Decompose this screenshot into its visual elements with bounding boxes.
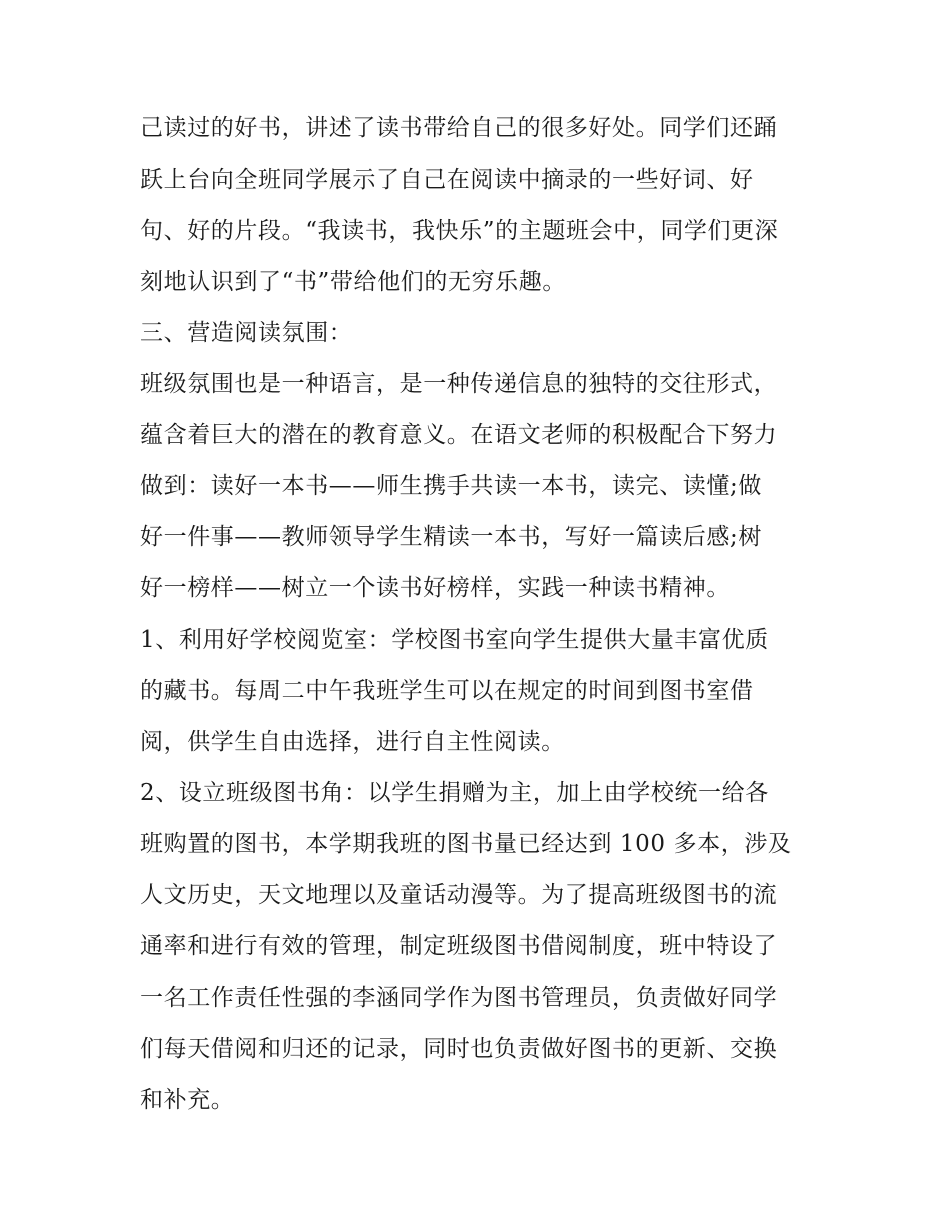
text-line-2: 跃上台向全班同学展示了自己在阅读中摘录的一些好词、好: [140, 167, 754, 193]
text-line-1: 己读过的好书，讲述了读书带给自己的很多好处。同学们还踊: [140, 115, 778, 141]
text-line-14: 2、设立班级图书角：以学生捐赠为主，加上由学校统一给各: [140, 780, 769, 806]
text-line-9: 好一件事——教师领导学生精读一本书，写好一篇读后感;树: [140, 524, 762, 550]
text-line-8: 做到：读好一本书——师生携手共读一本书，读完、读懂;做: [140, 473, 762, 499]
text-line-16: 人文历史，天文地理以及童话动漫等。为了提高班级图书的流: [140, 882, 778, 908]
text-line-15: 班购置的图书，本学期我班的图书量已经达到 100 多本，涉及: [140, 831, 792, 857]
text-line-12: 的藏书。每周二中午我班学生可以在规定的时间到图书室借: [140, 678, 754, 704]
text-line-7: 蕴含着巨大的潜在的教育意义。在语文老师的积极配合下努力: [140, 422, 778, 448]
text-line-18: 一名工作责任性强的李涵同学作为图书管理员，负责做好同学: [140, 985, 778, 1011]
text-line-4: 刻地认识到了“书”带给他们的无穷乐趣。: [140, 269, 566, 295]
text-line-6: 班级氛围也是一种语言，是一种传递信息的独特的交往形式，: [140, 371, 778, 397]
section-heading: 三、营造阅读氛围：: [140, 320, 353, 346]
text-line-10: 好一榜样——树立一个读书好榜样，实践一种读书精神。: [140, 575, 730, 601]
text-line-3: 句、好的片段。“我读书，我快乐”的主题班会中，同学们更深: [140, 218, 779, 244]
text-line-19: 们每天借阅和归还的记录，同时也负责做好图书的更新、交换: [140, 1036, 778, 1062]
text-line-17: 通率和进行有效的管理，制定班级图书借阅制度，班中特设了: [140, 933, 778, 959]
text-line-20: 和补充。: [140, 1087, 235, 1113]
text-line-13: 阅，供学生自由选择，进行自主性阅读。: [140, 729, 565, 755]
text-line-11: 1、利用好学校阅览室：学校图书室向学生提供大量丰富优质: [140, 627, 769, 653]
